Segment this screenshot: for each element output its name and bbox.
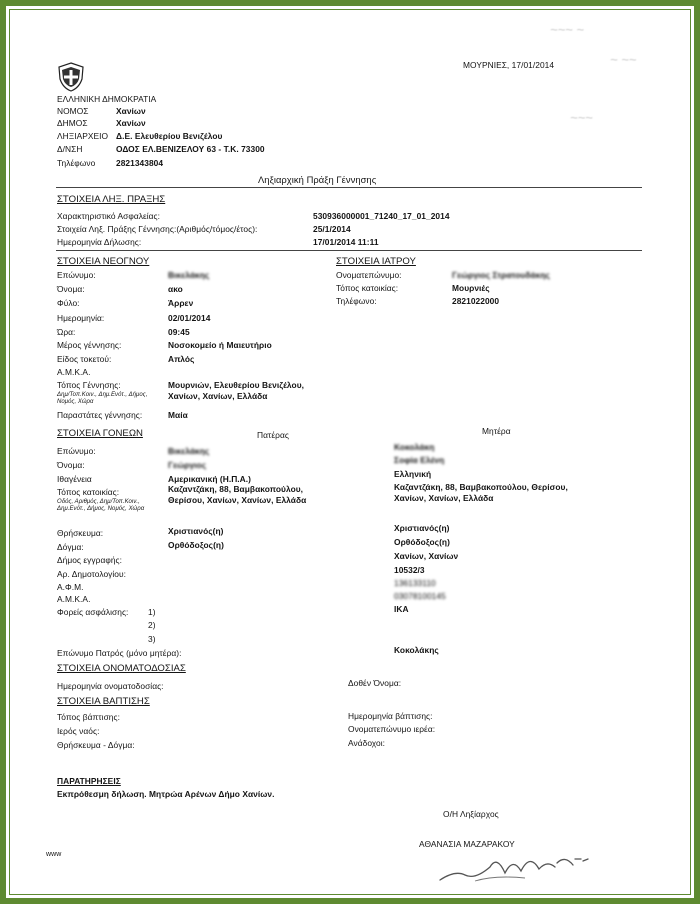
insurers-label: Φορείς ασφάλισης: [57,607,129,617]
phone-value: 2821343804 [116,158,164,168]
mother-name-value: Σοφία Ελένη [394,455,445,465]
security-code-value: 530936000001_71240_17_01_2014 [313,211,450,221]
mother-insurer-value: ΙΚΑ [394,604,409,614]
baptism-section-heading: ΣΤΟΙΧΕΙΑ ΒΑΠΤΙΣΗΣ [57,696,150,707]
country-heading: ΕΛΛΗΝΙΚΗ ΔΗΜΟΚΡΑΤΙΑ [57,94,157,104]
remarks-heading: ΠΑΡΑΤΗΡΗΣΕΙΣ [57,776,121,786]
mother-dogma-value: Ορθόδοξος(η) [394,537,450,547]
birth-attendant-value: Μαία [168,410,188,420]
municipal-number-label: Αρ. Δημοτολογίου: [57,569,127,579]
birthplace-value-line1: Μουρνιών, Ελευθερίου Βενιζέλου, [168,380,305,390]
parent-amka-label: Α.Μ.Κ.Α. [57,594,91,604]
section-rule [56,250,642,251]
birth-place-type-value: Νοσοκομείο ή Μαιευτήριο [168,340,272,350]
priest-name-label: Ονοματεπώνυμο ιερέα: [348,724,436,734]
insurer-slot-2: 2) [148,620,156,630]
greek-coat-of-arms-icon [57,62,85,92]
naming-date-label: Ημερομηνία ονοματοδοσίας: [57,681,164,691]
mother-residence-line1: Καζαντζάκη, 88, Βαμβακοπούλου, Θερίσου, [394,482,568,492]
birth-date-label: Ημερομηνία: [57,313,105,323]
address-label: Δ/ΝΣΗ [57,144,83,154]
registrar-name: ΑΘΑΝΑΣΙΑ ΜΑΖΑΡΑΚΟΥ [419,839,515,849]
religion-label: Θρήσκευμα: [57,528,104,538]
afm-label: Α.Φ.Μ. [57,582,84,592]
baptism-religion-label: Θρήσκευμα - Δόγμα: [57,740,135,750]
declaration-date-label: Ημερομηνία Δήλωσης: [57,237,142,247]
doctor-residence-label: Τόπος κατοικίας: [336,283,399,293]
newborn-surname-value: Βικελάκης [168,270,210,280]
registrar-role: Ο/Η Ληξίαρχος [443,809,499,819]
registry-municipality-label: Δήμος εγγραφής: [57,555,123,565]
mother-municipal-number-value: 10532/3 [394,565,425,575]
doctor-residence-value: Μουρνιές [452,283,490,293]
mother-amka-value: 03078100145 [394,591,446,601]
given-name-label: Δοθέν Όνομα: [348,678,402,688]
baptism-place-label: Τόπος βάπτισης: [57,712,120,722]
parents-section-heading: ΣΤΟΙΧΕΙΑ ΓΟΝΕΩΝ [57,428,143,439]
father-religion-value: Χριστιανός(η) [168,526,224,536]
father-surname-mother-only-label: Επώνυμο Πατρός (μόνο μητέρα): [57,648,182,658]
mother-registry-value: Χανίων, Χανίων [394,551,459,561]
address-value: ΟΔΟΣ ΕΛ.ΒΕΝΙΖΕΛΟΥ 63 - Τ.Κ. 73300 [116,144,265,154]
mother-surname-value: Κοκολάκη [394,442,435,452]
father-nationality-value: Αμερικανική (Η.Π.Α.) [168,474,251,484]
dimos-value: Χανίων [116,118,146,128]
security-code-label: Χαρακτηριστικό Ασφαλείας: [57,211,161,221]
dimos-label: ΔΗΜΟΣ [57,118,88,128]
father-surname-mother-only-value: Κοκολάκης [394,645,439,655]
bleed-through-mark: ~~~ ~ [550,22,584,37]
registry-office-value: Δ.Ε. Ελευθερίου Βενιζέλου [116,131,223,141]
doctor-name-value: Γεώργιος Στρατουδάκης [452,270,550,280]
phone-label: Τηλέφωνο [57,158,96,168]
newborn-name-value: ακο [168,284,183,294]
birthplace-label: Τόπος Γέννησης: [57,380,121,390]
handwritten-signature [435,845,595,885]
baptism-date-label: Ημερομηνία βάπτισης: [348,711,433,721]
parent-residence-sublabel: Οδός, Αριθμός, Δημ/Τοπ.Κοιν., Δημ.Ενότ., Δήμος, Νομός, Χώρα [57,499,145,512]
newborn-sex-label: Φύλο: [57,298,80,308]
mother-residence-line2: Χανίων, Χανίων, Ελλάδα [394,493,494,503]
doctor-phone-label: Τηλέφωνο: [336,296,377,306]
insurer-slot-1: 1) [148,607,156,617]
act-number-label: Στοιχεία Ληξ. Πράξης Γέννησης:(Αριθμός/τόμος/έτος): [57,224,258,234]
godparents-label: Ανάδοχοι: [348,738,386,748]
mother-column-heading: Μητέρα [482,426,511,436]
mother-afm-value: 136133110 [394,578,436,588]
father-column-heading: Πατέρας [257,430,289,440]
bleed-through-mark: ~~~ [570,110,593,125]
naming-section-heading: ΣΤΟΙΧΕΙΑ ΟΝΟΜΑΤΟΔΟΣΙΑΣ [57,663,186,674]
mother-religion-value: Χριστιανός(η) [394,523,450,533]
parent-residence-label: Τόπος κατοικίας: [57,487,120,497]
newborn-name-label: Όνομα: [57,284,85,294]
doctor-name-label: Ονοματεπώνυμο: [336,270,402,280]
church-label: Ιερός ναός: [57,726,100,736]
doctor-section-heading: ΣΤΟΙΧΕΙΑ ΙΑΤΡΟΥ [336,256,416,267]
nationality-label: Ιθαγένεια [57,474,92,484]
birth-attendant-label: Παραστάτες γέννησης: [57,410,143,420]
bleed-through-mark: ~ ~~ [610,52,637,67]
act-section-heading: ΣΤΟΙΧΕΙΑ ΛΗΞ. ΠΡΑΞΗΣ [57,194,166,205]
newborn-amka-label: Α.Μ.Κ.Α. [57,367,91,377]
newborn-surname-label: Επώνυμο: [57,270,96,280]
insurer-slot-3: 3) [148,634,156,644]
nomos-label: ΝΟΜΟΣ [57,106,89,116]
parent-surname-label: Επώνυμο: [57,446,96,456]
place-and-date: ΜΟΥΡΝΙΕΣ, 17/01/2014 [463,60,555,70]
father-residence-line1: Καζαντζάκη, 88, Βαμβακοπούλου, [168,484,304,494]
parent-name-label: Όνομα: [57,460,85,470]
delivery-type-value: Απλός [168,354,195,364]
father-surname-value: Βικελάκης [168,446,210,456]
father-name-value: Γεώργιος [168,460,207,470]
birth-time-label: Ώρα: [57,327,76,337]
birth-certificate-document [10,10,690,894]
birth-time-value: 09:45 [168,327,190,337]
declaration-date-value: 17/01/2014 11:11 [313,237,379,247]
birth-place-type-label: Μέρος γέννησης: [57,340,122,350]
newborn-section-heading: ΣΤΟΙΧΕΙΑ ΝΕΟΓΝΟΥ [57,256,150,267]
birthplace-value-line2: Χανίων, Χανίων, Ελλάδα [168,391,268,401]
mother-nationality-value: Ελληνική [394,469,432,479]
registry-office-label: ΛΗΞΙΑΡΧΕΙΟ [57,131,109,141]
birthplace-sublabel: Δημ/Τοπ.Κοιν., Δημ.Ενότ., Δήμος, Νομός, Χώρα [57,392,148,405]
doctor-phone-value: 2821022000 [452,296,500,306]
father-residence-line2: Θερίσου, Χανίων, Χανίων, Ελλάδα [168,495,307,505]
birth-date-value: 02/01/2014 [168,313,211,323]
nomos-value: Χανίων [116,106,146,116]
dogma-label: Δόγμα: [57,542,84,552]
act-number-value: 25/1/2014 [313,224,351,234]
document-title: Ληξιαρχική Πράξη Γέννησης [258,174,377,185]
newborn-sex-value: Άρρεν [168,298,194,308]
title-rule [56,187,642,188]
father-dogma-value: Ορθόδοξος(η) [168,540,224,550]
remarks-text: Εκπρόθεσμη δήλωση. Μητρώα Αρένων Δήμο Χανίων. [57,789,275,799]
footer-mark: www [46,851,62,858]
delivery-type-label: Είδος τοκετού: [57,354,112,364]
